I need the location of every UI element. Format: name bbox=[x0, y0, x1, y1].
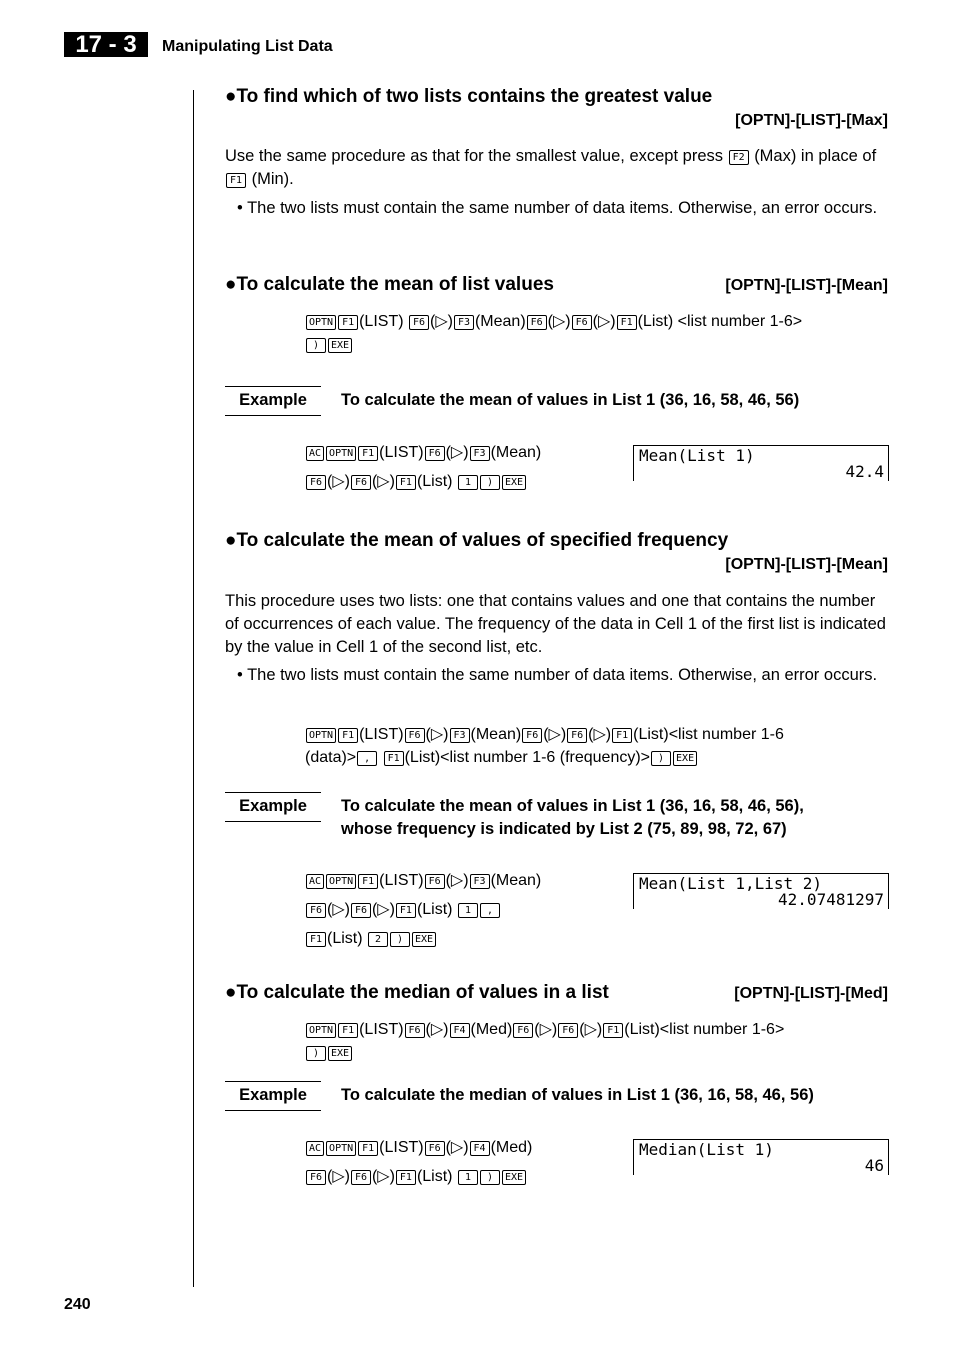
text: (▷) bbox=[445, 1139, 469, 1156]
screen-result: 42.4 bbox=[845, 462, 884, 481]
optn-key-icon: OPTN bbox=[326, 446, 356, 461]
text: (List)<list number 1-6 (frequency)> bbox=[404, 749, 651, 766]
calculator-screen bbox=[633, 445, 889, 481]
text: (List) bbox=[327, 930, 363, 947]
text: (▷) bbox=[327, 473, 350, 490]
text: (▷) bbox=[327, 901, 350, 918]
optn-key-icon: OPTN bbox=[306, 315, 336, 330]
section-freq-path: [OPTN]-[LIST]-[Mean] bbox=[725, 556, 888, 573]
screen-line-1: Mean(List 1,List 2) bbox=[639, 874, 823, 893]
f3-key-icon: F3 bbox=[470, 446, 490, 461]
optn-key-icon: OPTN bbox=[306, 728, 336, 743]
chapter-badge: 17 - 3 bbox=[64, 32, 148, 57]
close-paren-key-icon: ) bbox=[306, 1046, 326, 1061]
f6-key-icon: F6 bbox=[558, 1023, 578, 1038]
one-key-icon: 1 bbox=[458, 1170, 478, 1185]
exe-key-icon: EXE bbox=[328, 338, 352, 353]
text: <list number 1-6> bbox=[677, 313, 803, 330]
median-example-keystrokes bbox=[305, 1133, 532, 1191]
close-paren-key-icon: ) bbox=[480, 1170, 500, 1185]
f6-key-icon: F6 bbox=[351, 903, 371, 918]
f3-key-icon: F3 bbox=[450, 728, 470, 743]
close-paren-key-icon: ) bbox=[390, 932, 410, 947]
f1-key-icon: F1 bbox=[338, 1023, 358, 1038]
median-keystrokes bbox=[305, 1018, 784, 1064]
optn-key-icon: OPTN bbox=[306, 1023, 336, 1038]
text: (▷) bbox=[425, 1021, 449, 1038]
exe-key-icon: EXE bbox=[328, 1046, 352, 1061]
f6-key-icon: F6 bbox=[351, 475, 371, 490]
two-key-icon: 2 bbox=[368, 932, 388, 947]
text: (▷) bbox=[592, 313, 616, 330]
screen-line-1: Median(List 1) bbox=[639, 1140, 774, 1159]
text: (List)<list number 1-6> bbox=[624, 1021, 785, 1038]
section-mean-heading: ●To calculate the mean of list values bbox=[225, 274, 554, 295]
text: (Med) bbox=[470, 1021, 513, 1038]
chapter-title: Manipulating List Data bbox=[162, 38, 333, 55]
f1-key-icon: F1 bbox=[617, 315, 637, 330]
text: (▷) bbox=[547, 313, 571, 330]
close-paren-key-icon: ) bbox=[306, 338, 326, 353]
freq-keystrokes bbox=[305, 723, 784, 769]
screen-result: 42.07481297 bbox=[778, 890, 884, 909]
example-label: Example bbox=[225, 792, 321, 822]
close-paren-key-icon: ) bbox=[651, 751, 671, 766]
f6-key-icon: F6 bbox=[425, 874, 445, 889]
text: (List) bbox=[416, 1168, 453, 1185]
f6-key-icon: F6 bbox=[405, 728, 425, 743]
text: (▷) bbox=[430, 313, 453, 330]
mean-example-keystrokes bbox=[305, 438, 541, 496]
f1-key-icon: F1 bbox=[612, 728, 632, 743]
example-text-line-1: To calculate the mean of values in List 1 (36, 16, 58, 46, 56), bbox=[341, 797, 804, 815]
exe-key-icon: EXE bbox=[412, 932, 436, 947]
f6-key-icon: F6 bbox=[351, 1170, 371, 1185]
f1-key-icon: F1 bbox=[338, 728, 358, 743]
text: (▷) bbox=[371, 901, 395, 918]
text: (▷) bbox=[534, 1021, 558, 1038]
f6-key-icon: F6 bbox=[572, 315, 592, 330]
section-max-paragraph bbox=[225, 145, 888, 191]
f6-key-icon: F6 bbox=[567, 728, 587, 743]
text: (Max) in bbox=[754, 147, 814, 165]
f1-key-icon: F1 bbox=[358, 874, 378, 889]
section-freq-paragraph: This procedure uses two lists: one that contains values and one that contains the number of occurrences of each value. The frequency of the data in Cell 1 of the first list is indicated by the value in Cell 1 of the second list, etc. bbox=[225, 592, 886, 656]
f4-key-icon: F4 bbox=[450, 1023, 470, 1038]
f4-key-icon: F4 bbox=[470, 1141, 490, 1156]
text: (Mean) bbox=[474, 313, 526, 330]
comma-key-icon: , bbox=[357, 751, 377, 766]
f1-key-icon: F1 bbox=[384, 751, 404, 766]
f1-key-icon: F1 bbox=[358, 446, 378, 461]
calculator-screen bbox=[633, 873, 889, 909]
section-median-path: [OPTN]-[LIST]-[Med] bbox=[734, 985, 888, 1002]
text: (▷) bbox=[327, 1168, 350, 1185]
text: (Mean) bbox=[490, 444, 542, 461]
optn-key-icon: OPTN bbox=[326, 874, 356, 889]
f6-key-icon: F6 bbox=[306, 903, 326, 918]
mean-keystrokes bbox=[305, 310, 802, 356]
f6-key-icon: F6 bbox=[425, 446, 445, 461]
f6-key-icon: F6 bbox=[306, 475, 326, 490]
text: (▷) bbox=[371, 473, 395, 490]
f6-key-icon: F6 bbox=[522, 728, 542, 743]
freq-example-keystrokes bbox=[305, 866, 541, 953]
text: place of bbox=[818, 147, 877, 165]
f6-key-icon: F6 bbox=[405, 1023, 425, 1038]
section-max-heading: ●To find which of two lists contains the greatest value bbox=[225, 86, 713, 107]
text: (▷) bbox=[588, 726, 612, 743]
text: (List) bbox=[416, 901, 453, 918]
text: (LIST) bbox=[359, 313, 404, 330]
text: Use the same procedure as that for the smallest value, except press bbox=[225, 147, 723, 165]
f6-key-icon: F6 bbox=[527, 315, 547, 330]
f3-key-icon: F3 bbox=[454, 315, 474, 330]
section-median-heading: ●To calculate the median of values in a list bbox=[225, 982, 609, 1003]
text: (Med) bbox=[490, 1139, 533, 1156]
f2-key-icon: F2 bbox=[729, 150, 749, 165]
f6-key-icon: F6 bbox=[409, 315, 429, 330]
section-max-bullet: • The two lists must contain the same number of data items. Otherwise, an error occurs. bbox=[237, 199, 878, 217]
text: (LIST) bbox=[379, 872, 424, 889]
text: (LIST) bbox=[359, 726, 404, 743]
section-mean-path: [OPTN]-[LIST]-[Mean] bbox=[725, 277, 888, 294]
comma-key-icon: , bbox=[480, 903, 500, 918]
f1-key-icon: F1 bbox=[396, 1170, 416, 1185]
text: (LIST) bbox=[379, 444, 424, 461]
text: (▷) bbox=[543, 726, 567, 743]
f1-key-icon: F1 bbox=[338, 315, 358, 330]
text: (▷) bbox=[425, 726, 449, 743]
text: (Min). bbox=[251, 170, 294, 188]
f1-key-icon: F1 bbox=[226, 173, 246, 188]
f1-key-icon: F1 bbox=[603, 1023, 623, 1038]
screen-line-1: Mean(List 1) bbox=[639, 446, 755, 465]
text: (LIST) bbox=[379, 1139, 424, 1156]
f1-key-icon: F1 bbox=[306, 932, 326, 947]
ac-key-icon: AC bbox=[306, 874, 324, 889]
one-key-icon: 1 bbox=[458, 475, 478, 490]
text: (LIST) bbox=[359, 1021, 404, 1038]
f3-key-icon: F3 bbox=[470, 874, 490, 889]
text: (▷) bbox=[371, 1168, 395, 1185]
close-paren-key-icon: ) bbox=[480, 475, 500, 490]
f6-key-icon: F6 bbox=[306, 1170, 326, 1185]
example-text: To calculate the mean of values in List 1 (36, 16, 58, 46, 56) bbox=[341, 391, 800, 409]
example-label: Example bbox=[225, 1081, 321, 1111]
example-text bbox=[341, 795, 804, 841]
section-max-path: [OPTN]-[LIST]-[Max] bbox=[735, 112, 888, 129]
example-label: Example bbox=[225, 386, 321, 416]
one-key-icon: 1 bbox=[458, 903, 478, 918]
text: (▷) bbox=[445, 444, 469, 461]
section-freq-bullet: • The two lists must contain the same number of data items. Otherwise, an error occurs. bbox=[237, 666, 878, 684]
example-text: To calculate the median of values in List 1 (36, 16, 58, 46, 56) bbox=[341, 1086, 814, 1104]
exe-key-icon: EXE bbox=[673, 751, 697, 766]
screen-result: 46 bbox=[864, 1156, 884, 1175]
section-freq-heading: ●To calculate the mean of values of specified frequency bbox=[225, 530, 729, 551]
page-number: 240 bbox=[64, 1296, 91, 1313]
exe-key-icon: EXE bbox=[502, 1170, 526, 1185]
ac-key-icon: AC bbox=[306, 446, 324, 461]
text: (List)<list number 1-6 bbox=[633, 726, 784, 743]
f1-key-icon: F1 bbox=[396, 475, 416, 490]
optn-key-icon: OPTN bbox=[326, 1141, 356, 1156]
text: (▷) bbox=[445, 872, 469, 889]
f1-key-icon: F1 bbox=[358, 1141, 378, 1156]
text: (List) bbox=[637, 313, 674, 330]
exe-key-icon: EXE bbox=[502, 475, 526, 490]
text: (Mean) bbox=[470, 726, 522, 743]
text: (▷) bbox=[579, 1021, 603, 1038]
f6-key-icon: F6 bbox=[513, 1023, 533, 1038]
calculator-screen bbox=[633, 1139, 889, 1175]
f1-key-icon: F1 bbox=[396, 903, 416, 918]
example-text-line-2: whose frequency is indicated by List 2 (75, 89, 98, 72, 67) bbox=[341, 820, 787, 838]
ac-key-icon: AC bbox=[306, 1141, 324, 1156]
text: (data)> bbox=[305, 749, 357, 766]
text: (List) bbox=[416, 473, 453, 490]
margin-rule bbox=[193, 90, 194, 1287]
f6-key-icon: F6 bbox=[425, 1141, 445, 1156]
text: (Mean) bbox=[490, 872, 542, 889]
